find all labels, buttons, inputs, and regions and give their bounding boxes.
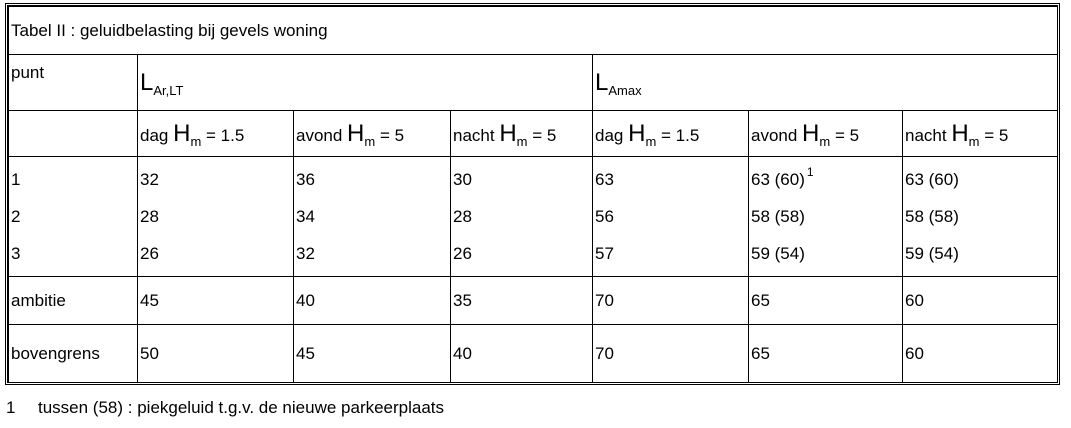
- footnote-text: tussen (58) : piekgeluid t.g.v. de nieuwe parkeerplaats: [38, 398, 445, 417]
- point-label: 1: [11, 170, 21, 189]
- points-row: [9, 157, 1058, 277]
- subheader-lamax-nacht: nacht $H_m = 5$: [903, 111, 1058, 157]
- subheader-lar-avond: avond $H_m = 5$: [294, 111, 451, 157]
- points-lamax-nacht: [903, 157, 1058, 277]
- points-lar-dag: [138, 157, 294, 277]
- header-lamax: $L_{Amax}$: [593, 55, 1058, 111]
- table-cell: 60: [903, 277, 1058, 325]
- footnote-number: 1: [6, 398, 16, 417]
- table-cell: 40: [451, 325, 593, 383]
- table-cell: 58 (58): [751, 207, 805, 226]
- table-cell: 70: [593, 325, 749, 383]
- table-cell: 32: [140, 170, 159, 189]
- table-cell: 28: [453, 207, 472, 226]
- header-lar: $L_{Ar,LT}$: [138, 55, 593, 111]
- table-cell: 50: [138, 325, 294, 383]
- table-cell: 28: [140, 207, 159, 226]
- table-cell: 45: [294, 325, 451, 383]
- table-cell: 36: [296, 170, 315, 189]
- subheader-row: [9, 111, 1058, 157]
- point-labels: [9, 157, 138, 277]
- subheader-lamax-avond: avond $H_m = 5$: [749, 111, 903, 157]
- table-title: Tabel II : geluidbelasting bij gevels woning: [9, 7, 1058, 55]
- subheader-lamax-dag: dag $H_m = 1.5$: [593, 111, 749, 157]
- table-cell: 70: [593, 277, 749, 325]
- row-label-bovengrens: bovengrens: [9, 325, 138, 383]
- table-cell: 63 (60): [905, 170, 959, 189]
- table-cell: 45: [138, 277, 294, 325]
- noise-table: [8, 6, 1058, 383]
- points-lamax-dag: [593, 157, 749, 277]
- table-cell: 65: [749, 277, 903, 325]
- table-cell: 57: [595, 244, 614, 263]
- table-cell: 65: [749, 325, 903, 383]
- subheader-lar-nacht: nacht $H_m = 5$: [451, 111, 593, 157]
- table-cell: 56: [595, 207, 614, 226]
- table-cell: 40: [294, 277, 451, 325]
- bovengrens-row: [9, 325, 1058, 383]
- table-cell: 35: [451, 277, 593, 325]
- table-cell: 60: [903, 325, 1058, 383]
- subheader-empty: [9, 111, 138, 157]
- footnote: [6, 398, 444, 418]
- table-cell: 32: [296, 244, 315, 263]
- points-lar-avond: [294, 157, 451, 277]
- table-cell: 26: [140, 244, 159, 263]
- footnote-marker: 1: [806, 165, 814, 179]
- row-label-ambitie: ambitie: [9, 277, 138, 325]
- points-lamax-avond: [749, 157, 903, 277]
- points-lar-nacht: [451, 157, 593, 277]
- point-label: 2: [11, 207, 21, 226]
- subheader-lar-dag: dag $H_m = 1.5$: [138, 111, 294, 157]
- table-cell: 34: [296, 207, 315, 226]
- header-punt: punt: [9, 55, 138, 111]
- table-cell: 59 (54): [905, 244, 959, 263]
- ambitie-row: [9, 277, 1058, 325]
- table-title-row: [9, 7, 1058, 55]
- header-row: [9, 55, 1058, 111]
- table-cell: 30: [453, 170, 472, 189]
- table-cell: 58 (58): [905, 207, 959, 226]
- table-cell: 59 (54): [751, 244, 805, 263]
- table-cell: 26: [453, 244, 472, 263]
- table-cell: 63: [595, 170, 614, 189]
- table-cell: 63 (60) $^1$: [751, 165, 814, 189]
- point-label: 3: [11, 244, 21, 263]
